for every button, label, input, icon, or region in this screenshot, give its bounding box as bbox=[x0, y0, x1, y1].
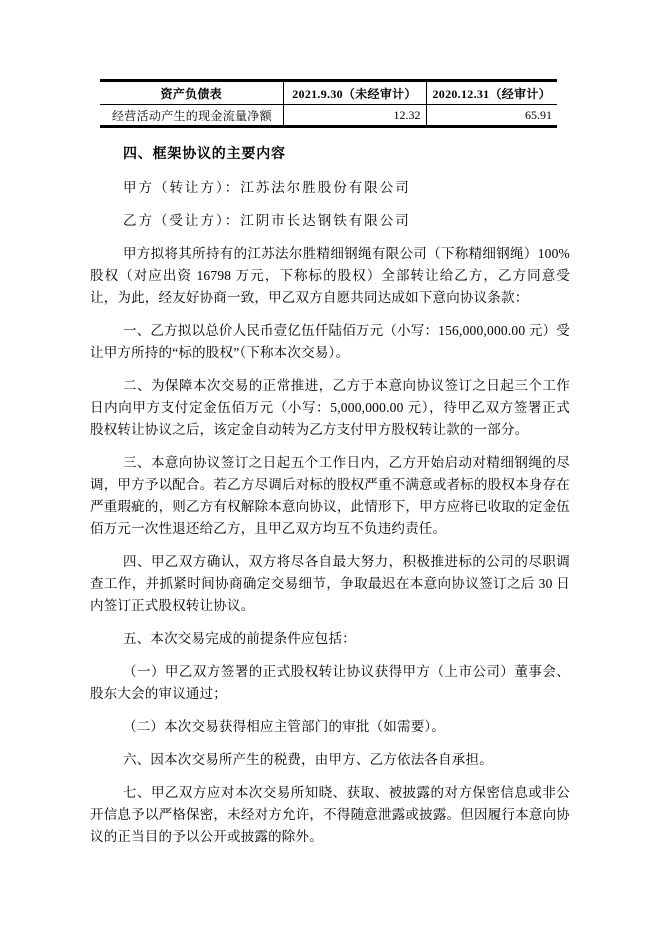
section-heading: 四、框架协议的主要内容 bbox=[123, 147, 286, 162]
paragraph-clause-5-item-1: （一）甲乙双方签署的正式股权转让协议获得甲方（上市公司）董事会、股东大会的审议通过； bbox=[90, 664, 570, 701]
paragraph-clause-3: 三、本意向协议签订之日起五个工作日内，乙方开始启动对精细钢绳的尽调，甲方予以配合。若乙方尽调后对标的股权严重不满意或者标的股权本身存在严重瑕疵的，则乙方有权解除本意向协议，此情形下，甲方应将已收取的定金伍佰万元一次性退还给乙方，且甲乙双方均互不负违约责任。 bbox=[90, 455, 570, 536]
paragraph-intro: 甲方拟将其所持有的江苏法尔胜精细钢绳有限公司（下称精细钢绳）100%股权（对应出资 16798 万元，下称标的股权）全部转让给乙方，乙方同意受让，为此，经友好协商一致，甲乙双方自愿共同达成如下意向协议条款： bbox=[90, 246, 570, 305]
row-value-1: 12.32 bbox=[283, 105, 426, 127]
paragraph-party-b: 乙方（受让方）：江阴市长达钢铁有限公司 bbox=[123, 213, 411, 228]
row-value-2: 65.91 bbox=[426, 105, 557, 127]
table-header-period-1: 2021.9.30（未经审计） bbox=[283, 81, 426, 105]
paragraph-party-a: 甲方（转让方）：江苏法尔胜股份有限公司 bbox=[123, 180, 411, 195]
row-label: 经营活动产生的现金流量净额 bbox=[112, 108, 272, 123]
document-body bbox=[90, 144, 570, 848]
paragraph-clause-7: 七、甲乙双方应对本次交易所知晓、获取、被披露的对方保密信息或非公开信息予以严格保密，未经对方允许，不得随意泄露或披露。但因履行本意向协议的正当目的予以公开或披露的除外。 bbox=[90, 785, 570, 844]
table-header-item: 资产负债表 bbox=[100, 81, 283, 105]
table-header-period-2: 2020.12.31（经审计） bbox=[426, 81, 557, 105]
paragraph-clause-4: 四、甲乙双方确认，双方将尽各自最大努力，积极推进标的公司的尽职调查工作，并抓紧时间协商确定交易细节，争取最迟在本意向协议签订之后 30 日内签订正式股权转让协议。 bbox=[90, 554, 570, 613]
paragraph-clause-5-item-2: （二）本次交易获得相应主管部门的审批（如需要）。 bbox=[123, 719, 446, 734]
table-header-row bbox=[100, 81, 557, 105]
paragraph-clause-6: 六、因本次交易所产生的税费，由甲方、乙方依法各自承担。 bbox=[123, 752, 493, 767]
table-row bbox=[100, 105, 557, 127]
paragraph-clause-1: 一、乙方拟以总价人民币壹亿伍仟陆佰万元（小写：156,000,000.00 元）受让甲方所持的“标的股权”（下称本次交易）。 bbox=[90, 323, 570, 360]
paragraph-clause-5: 五、本次交易完成的前提条件应包括： bbox=[123, 631, 356, 646]
balance-sheet-table bbox=[100, 79, 557, 128]
paragraph-clause-2: 二、为保障本次交易的正常推进，乙方于本意向协议签订之日起三个工作日内向甲方支付定金伍佰万元（小写：5,000,000.00 元），待甲乙双方签署正式股权转让协议之后，该定金自动转为乙方支付甲方股权转让款的一部分。 bbox=[90, 378, 570, 437]
